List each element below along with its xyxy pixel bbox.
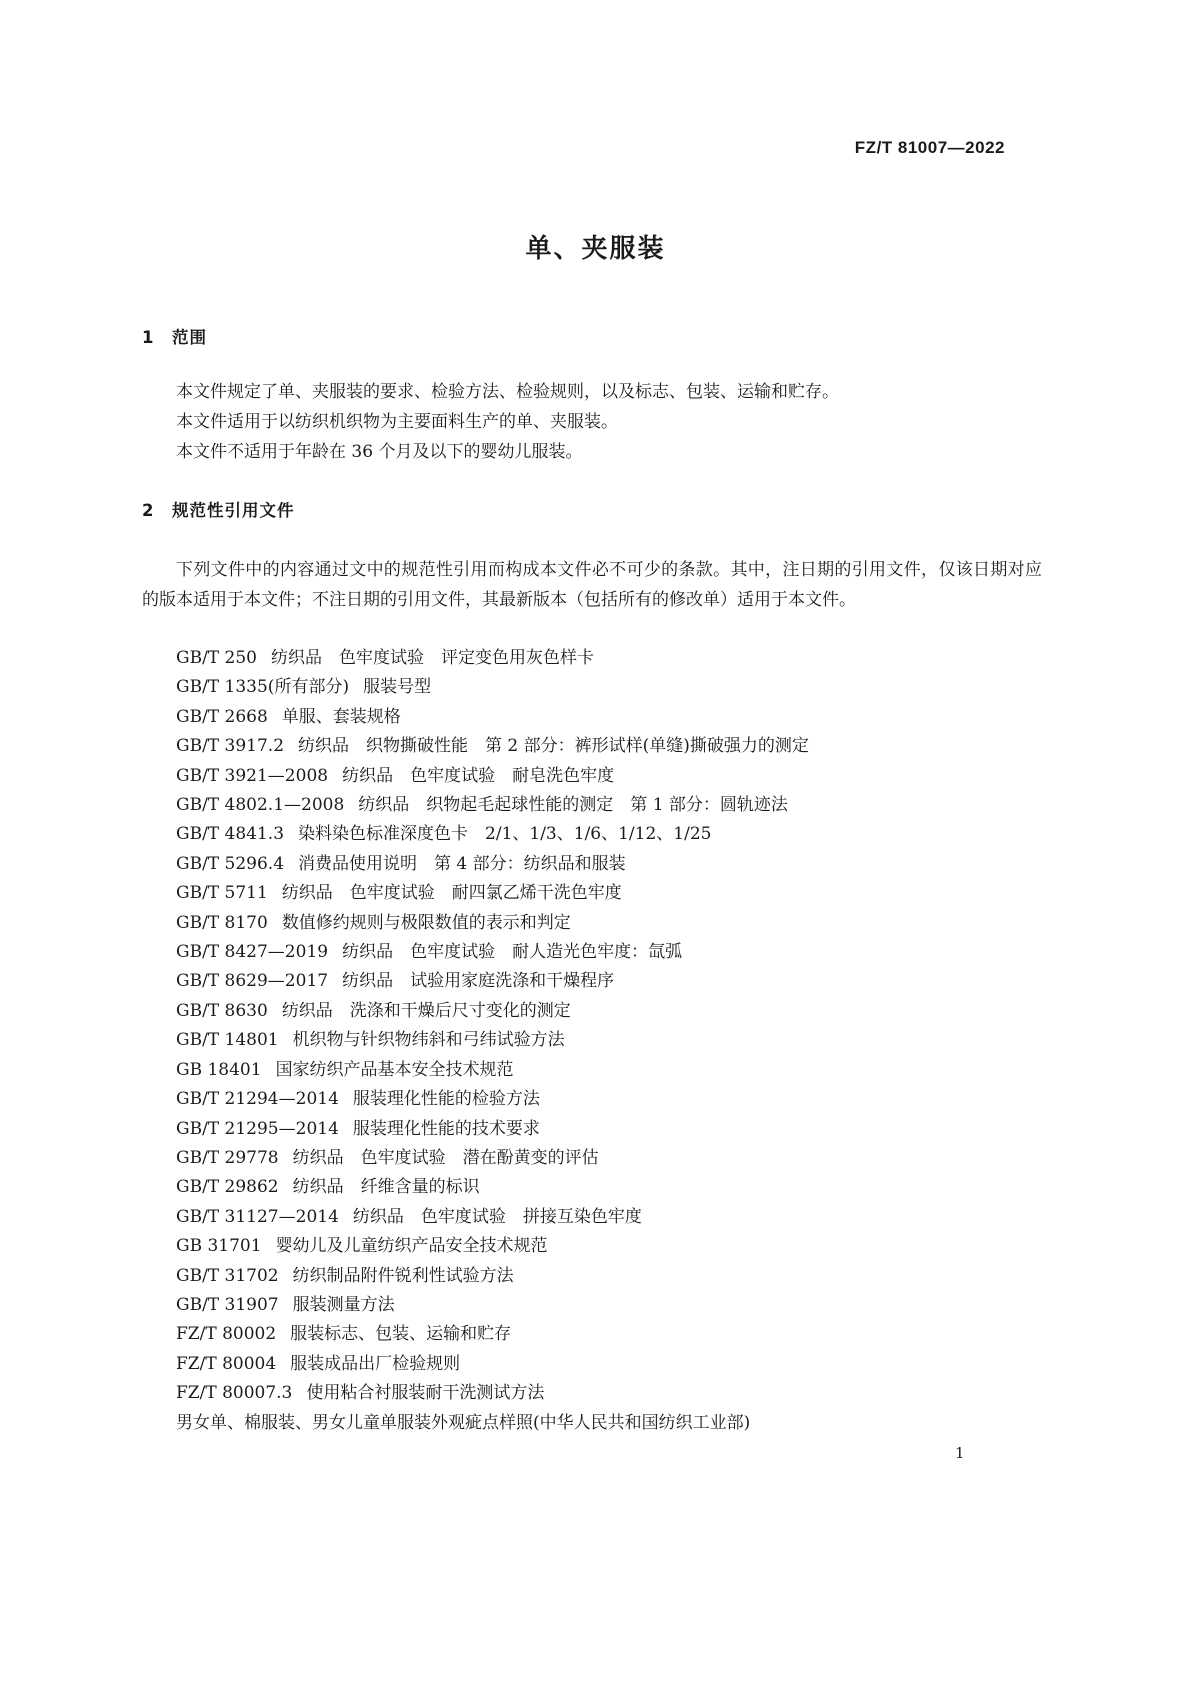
reference-title: 婴幼儿及儿童纺织产品安全技术规范 [275,1236,548,1257]
reference-item [176,791,1036,820]
reference-title: 纺织品 纤维含量的标识 [292,1177,480,1198]
reference-code: GB 18401 [176,1059,262,1080]
reference-item [176,1026,1036,1055]
reference-code: GB/T 5296.4 [176,853,285,874]
reference-code: GB/T 3921—2008 [176,765,329,786]
reference-code: GB/T 5711 [176,883,268,904]
reference-title: 纺织品 色牢度试验 评定变色用灰色样卡 [271,648,594,668]
reference-title: 纺织品 色牢度试验 耐人造光色牢度：氙弧 [342,942,683,963]
reference-code: GB/T 8630 [176,1000,268,1021]
reference-item [176,1203,1036,1232]
paragraph: 本文件不适用于年龄在 36 个月及以下的婴幼儿服装。 [176,442,583,462]
standard-code: FZ/T 81007—2022 [854,138,1005,157]
reference-code: FZ/T 80007.3 [176,1383,293,1404]
reference-title: 纺织品 色牢度试验 拼接互染色牢度 [352,1206,642,1227]
section-number: 1 [142,328,155,347]
reference-title: 纺织制品附件锐利性试验方法 [292,1265,514,1286]
document-title: 单、夹服装 [525,234,666,264]
reference-item [176,1350,1036,1379]
reference-title: 服装号型 [363,677,432,698]
reference-code: GB/T 4802.1—2008 [176,795,345,816]
reference-title: 服装理化性能的技术要求 [352,1118,540,1139]
paragraph: 本文件适用于以纺织机织物为主要面料生产的单、夹服装。 [176,412,618,432]
section-title: 范围 [172,328,207,347]
reference-title: 纺织品 织物撕破性能 第 2 部分：裤形试样(单缝)撕破强力的测定 [298,736,809,757]
reference-title: 染料染色标准深度色卡 2/1、1/3、1/6、1/12、1/25 [298,824,712,845]
scope-body [142,377,1042,467]
reference-title: 服装标志、包装、运输和贮存 [290,1324,512,1345]
reference-title: 纺织品 色牢度试验 潜在酚黄变的评估 [292,1147,599,1168]
reference-code: GB/T 250 [176,648,257,668]
reference-item [176,644,1036,673]
reference-code: GB/T 1335(所有部分) [176,677,350,698]
paragraph: 本文件规定了单、夹服装的要求、检验方法、检验规则，以及标志、包装、运输和贮存。 [176,382,839,402]
reference-title: 纺织品 色牢度试验 耐皂洗色牢度 [342,765,615,786]
reference-title: 服装成品出厂检验规则 [290,1353,461,1374]
reference-item [176,1262,1036,1291]
reference-item [176,967,1036,996]
reference-item [176,1173,1036,1202]
reference-list [176,644,1036,1438]
reference-item [176,1291,1036,1320]
reference-item [176,1115,1036,1144]
reference-title: 纺织品 试验用家庭洗涤和干燥程序 [342,971,615,992]
section-heading-normative-references [142,497,295,521]
reference-item [176,938,1036,967]
reference-item [176,1379,1036,1408]
reference-item [176,1144,1036,1173]
reference-title: 服装测量方法 [292,1294,395,1315]
reference-item [176,1320,1036,1349]
reference-code: GB/T 8629—2017 [176,971,329,992]
reference-item [176,820,1036,849]
reference-code: GB/T 4841.3 [176,824,285,845]
reference-item [176,1085,1036,1114]
reference-title: 消费品使用说明 第 4 部分：纺织品和服装 [298,853,626,874]
reference-code: GB/T 3917.2 [176,736,285,757]
reference-item [176,1056,1036,1085]
reference-item [176,997,1036,1026]
reference-title: 纺织品 织物起毛起球性能的测定 第 1 部分：圆轨迹法 [358,795,788,816]
reference-code: GB/T 14801 [176,1030,279,1051]
paragraph: 下列文件中的内容通过文中的规范性引用而构成本文件必不可少的条款。其中，注日期的引用文件，仅该日期对应的版本适用于本文件；不注日期的引用文件，其最新版本（包括所有的修改单）适用于本文件。 [142,560,1042,610]
reference-title: 国家纺织产品基本安全技术规范 [275,1059,514,1080]
page-number: 1 [955,1444,965,1462]
section-number: 2 [142,501,155,520]
reference-title: 使用粘合衬服装耐干洗测试方法 [306,1383,545,1404]
reference-code: GB/T 31702 [176,1265,279,1286]
reference-code: GB/T 29862 [176,1177,279,1198]
reference-item [176,1409,1036,1438]
reference-item [176,909,1036,938]
reference-title: 男女单、棉服装、男女儿童单服装外观疵点样照(中华人民共和国纺织工业部) [176,1412,751,1433]
reference-item [176,850,1036,879]
reference-title: 纺织品 色牢度试验 耐四氯乙烯干洗色牢度 [281,883,622,904]
reference-code: GB/T 8427—2019 [176,942,329,963]
reference-item [176,879,1036,908]
reference-title: 单服、套装规格 [281,706,401,727]
reference-code: GB 31701 [176,1236,262,1257]
reference-title: 数值修约规则与极限数值的表示和判定 [281,912,571,933]
reference-item [176,762,1036,791]
reference-code: GB/T 31907 [176,1294,279,1315]
reference-code: FZ/T 80004 [176,1353,277,1374]
reference-code: GB/T 2668 [176,706,268,727]
reference-item [176,673,1036,702]
section-title: 规范性引用文件 [172,501,295,520]
reference-code: FZ/T 80002 [176,1324,277,1345]
reference-code: GB/T 31127—2014 [176,1206,339,1227]
reference-item [176,1232,1036,1261]
references-intro [142,555,1042,615]
reference-title: 纺织品 洗涤和干燥后尺寸变化的测定 [281,1000,571,1021]
reference-code: GB/T 8170 [176,912,268,933]
reference-item [176,703,1036,732]
reference-title: 服装理化性能的检验方法 [352,1089,540,1110]
reference-item [176,732,1036,761]
reference-title: 机织物与针织物纬斜和弓纬试验方法 [292,1030,565,1051]
section-heading-scope [142,324,207,348]
reference-code: GB/T 21295—2014 [176,1118,339,1139]
reference-code: GB/T 29778 [176,1147,279,1168]
reference-code: GB/T 21294—2014 [176,1089,339,1110]
